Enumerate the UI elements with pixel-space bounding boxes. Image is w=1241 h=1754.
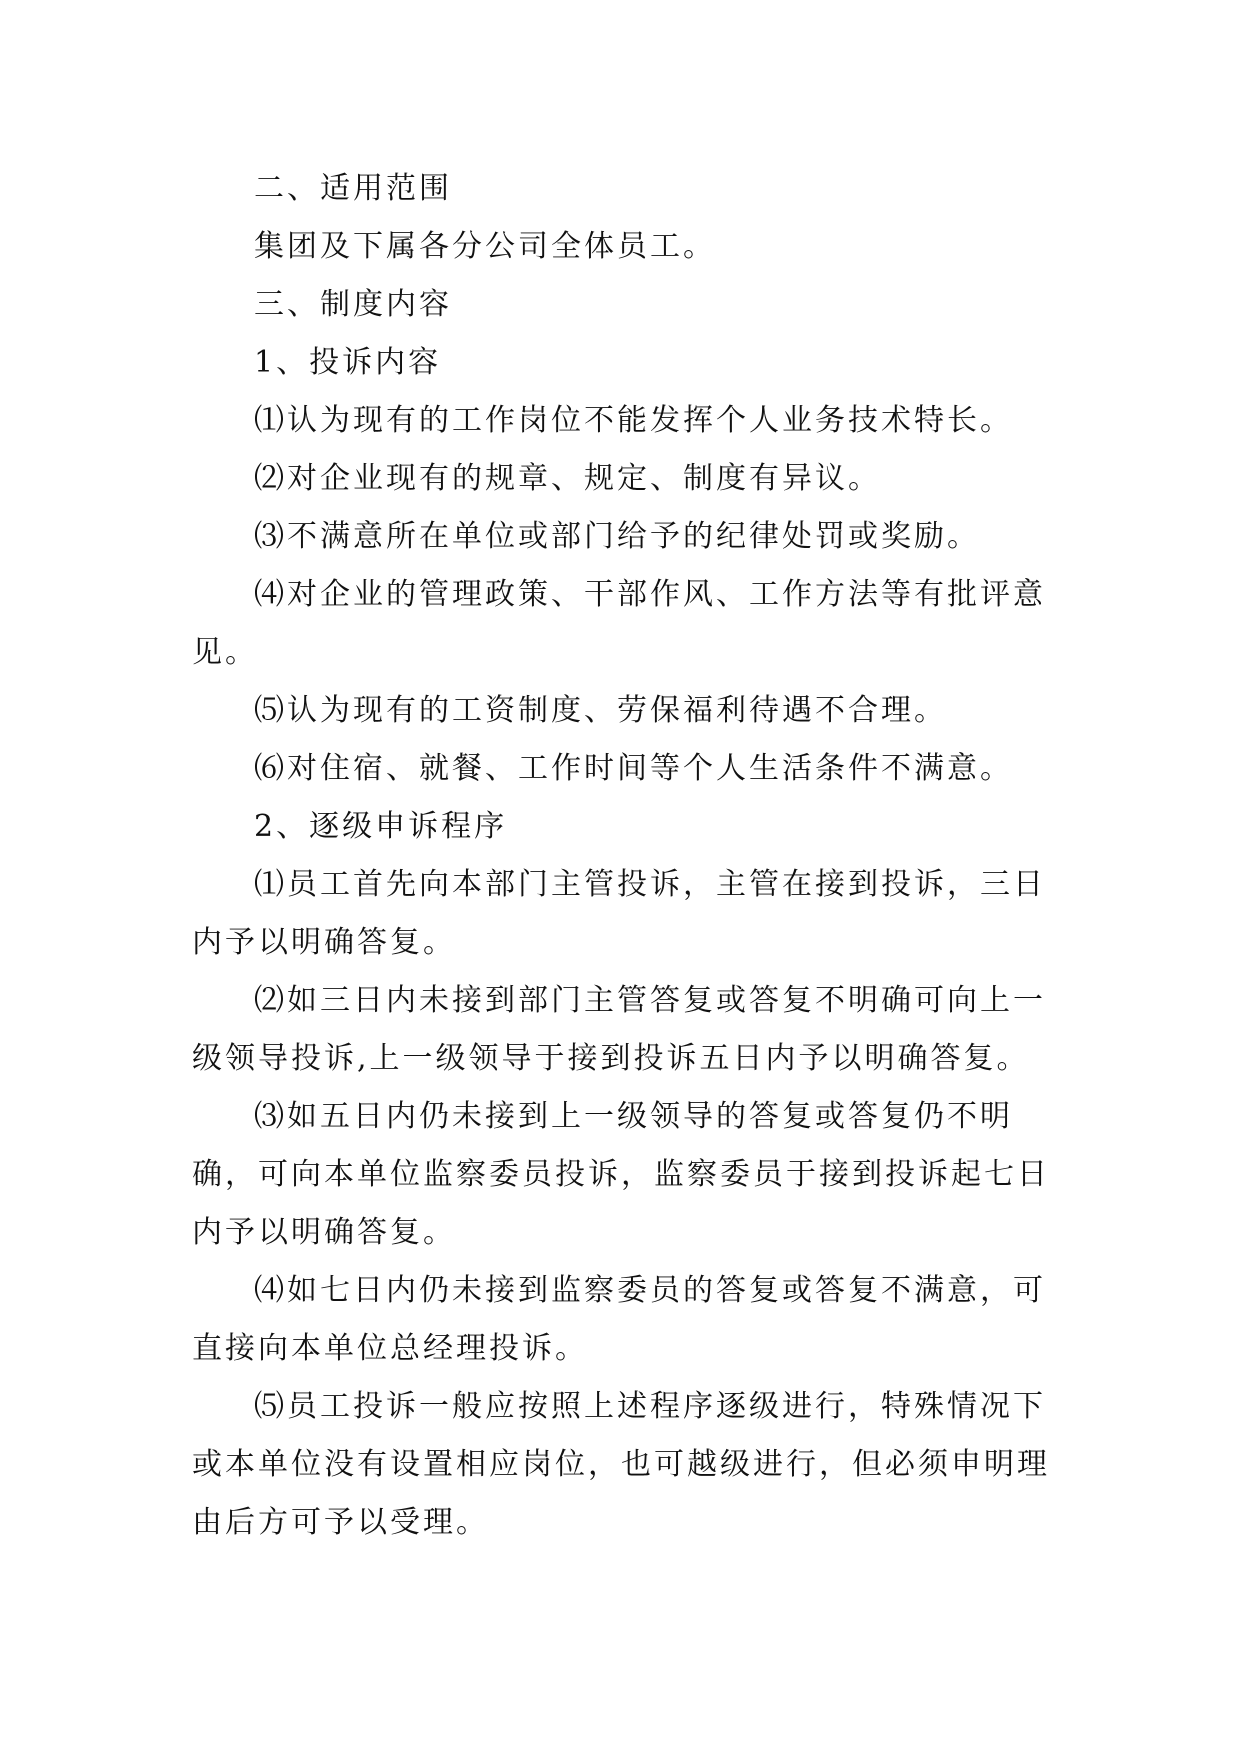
list-item-complaint-6: ⑹对住宿、就餐、工作时间等个人生活条件不满意。 — [254, 751, 1013, 786]
list-item-complaint-3: ⑶不满意所在单位或部门给予的纪律处罚或奖励。 — [254, 519, 980, 554]
list-item-complaint-5: ⑸认为现有的工资制度、劳保福利待遇不合理。 — [254, 693, 947, 728]
list-item-procedure-4: ⑷如七日内仍未接到监察委员的答复或答复不满意，可直接向本单位总经理投诉。 — [192, 1273, 1046, 1366]
section-heading-scope: 二、适用范围 — [254, 171, 452, 206]
section-heading-content: 三、制度内容 — [254, 287, 452, 322]
list-item-procedure-5: ⑸员工投诉一般应按照上述程序逐级进行，特殊情况下或本单位没有设置相应岗位，也可越级进行，但必须申明理由后方可予以受理。 — [192, 1389, 1050, 1540]
list-item-complaint-2: ⑵对企业现有的规章、规定、制度有异议。 — [254, 461, 881, 496]
list-item-complaint-4: ⑷对企业的管理政策、干部作风、工作方法等有批评意见。 — [192, 577, 1046, 670]
paragraph-scope-text: 集团及下属各分公司全体员工。 — [254, 229, 716, 264]
subsection-heading-appeal-procedure: 2、逐级申诉程序 — [254, 809, 508, 844]
list-item-procedure-2: ⑵如三日内未接到部门主管答复或答复不明确可向上一级领导投诉,上一级领导于接到投诉五日内予以明确答复。 — [192, 983, 1046, 1076]
list-item-procedure-3: ⑶如五日内仍未接到上一级领导的答复或答复仍不明确，可向本单位监察委员投诉，监察委员于接到投诉起七日内予以明确答复。 — [192, 1099, 1050, 1250]
subsection-heading-complaint-content: 1、投诉内容 — [254, 345, 442, 380]
list-item-complaint-1: ⑴认为现有的工作岗位不能发挥个人业务技术特长。 — [254, 403, 1013, 438]
list-item-procedure-1: ⑴员工首先向本部门主管投诉，主管在接到投诉，三日内予以明确答复。 — [192, 867, 1046, 960]
document-body — [192, 160, 1062, 1552]
